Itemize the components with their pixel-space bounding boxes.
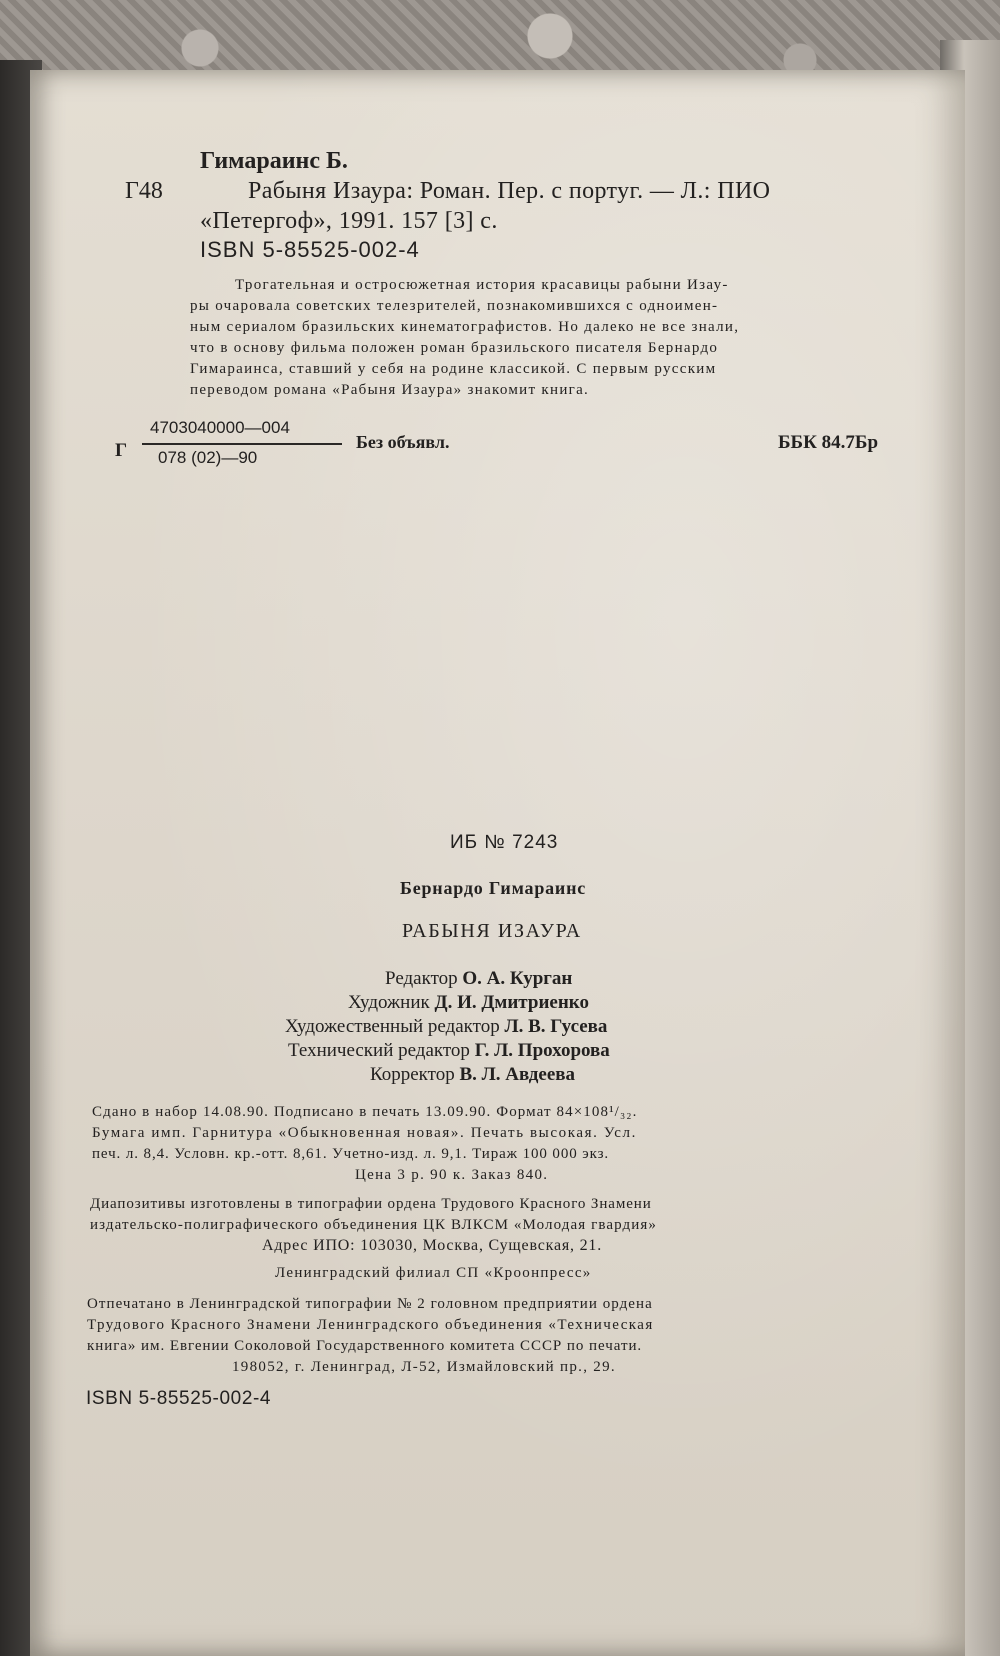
catalog-title-line: Рабыня Изаура: Роман. Пер. с португ. — Л.: ПИО	[248, 178, 771, 204]
production-line-3: печ. л. 8,4. Условн. кр.-отт. 8,61. Учетно-изд. л. 9,1. Тираж 100 000 экз.	[92, 1146, 610, 1162]
credit-artist	[348, 992, 589, 1014]
imprint-title: РАБЫНЯ ИЗАУРА	[402, 920, 582, 942]
printed-line-1: Отпечатано в Ленинградской типографии № 2 головном предприятии ордена	[87, 1296, 653, 1312]
credit-person: Л. В. Гусева	[504, 1016, 608, 1037]
bbk-code: ББК 84.7Бр	[778, 432, 879, 453]
catalog-code: Г48	[125, 178, 163, 204]
catalog-author: Гимараинс Б.	[200, 148, 348, 174]
credit-role: Художник	[348, 992, 430, 1013]
credit-role: Технический редактор	[288, 1040, 470, 1061]
annotation-line-6: переводом романа «Рабыня Изаура» знакомит книга.	[190, 382, 590, 398]
annotation-line-4: что в основу фильма положен роман бразильского писателя Бернардо	[190, 340, 719, 356]
annotation-line-3: ным сериалом бразильских кинематографистов. Но далеко не все знали,	[190, 319, 740, 335]
diapositives-line-1: Диапозитивы изготовлены в типографии ордена Трудового Красного Знамени	[90, 1196, 652, 1212]
book-page	[30, 70, 965, 1656]
credit-art-editor	[285, 1016, 607, 1038]
catalog-isbn: ISBN 5-85525-002-4	[200, 237, 420, 262]
fraction-denominator: 078 (02)—90	[158, 448, 258, 467]
printed-line-2: Трудового Красного Знамени Ленинградского объединения «Техническая	[87, 1317, 654, 1333]
diapositives-line-2: издательско-полиграфического объединения ЦК ВЛКСМ «Молодая гвардия»	[90, 1217, 657, 1233]
annotation-line-5: Гимараинса, ставший у себя на родине классикой. С первым русским	[190, 361, 717, 377]
fraction-bar	[142, 443, 342, 445]
annotation-line-1: Трогательная и остросюжетная история красавицы рабыни Изау-	[235, 277, 729, 293]
credit-person: Д. И. Дмитриенко	[434, 992, 589, 1013]
catalog-publisher-line: «Петергоф», 1991. 157 [3] с.	[200, 208, 498, 234]
credit-role: Художественный редактор	[285, 1016, 500, 1037]
printed-line-3: книга» им. Евгении Соколовой Государственного комитета СССР по печати.	[87, 1338, 643, 1354]
credit-role: Редактор	[385, 968, 458, 989]
fraction-numerator: 4703040000—004	[150, 418, 290, 437]
credit-person: О. А. Курган	[462, 968, 573, 989]
ib-number: ИБ № 7243	[450, 832, 559, 853]
printed-line-4: 198052, г. Ленинград, Л-52, Измайловский пр., 29.	[232, 1359, 616, 1375]
diapositives-line-3: Адрес ИПО: 103030, Москва, Сущевская, 21.	[262, 1237, 603, 1254]
leningrad-branch: Ленинградский филиал СП «Кроонпресс»	[275, 1265, 592, 1281]
credit-tech-editor	[288, 1040, 610, 1062]
credit-person: Г. Л. Прохорова	[474, 1040, 610, 1061]
imprint-author: Бернардо Гимараинс	[400, 878, 587, 898]
catalog-g-letter: Г	[115, 440, 128, 461]
production-line-2: Бумага имп. Гарнитура «Обыкновенная новая». Печать высокая. Усл.	[92, 1125, 637, 1141]
no-announcement: Без объявл.	[356, 432, 450, 452]
imprint-isbn: ISBN 5-85525-002-4	[86, 1388, 272, 1409]
credit-editor	[385, 968, 572, 990]
annotation-line-2: ры очаровала советских телезрителей, познакомившихся с одноимен-	[190, 298, 719, 314]
credit-role: Корректор	[370, 1064, 455, 1085]
credit-proofreader	[370, 1064, 575, 1086]
production-line-4: Цена 3 р. 90 к. Заказ 840.	[355, 1167, 549, 1183]
production-line-1: Сдано в набор 14.08.90. Подписано в печать 13.09.90. Формат 84×108¹/₃₂.	[92, 1104, 638, 1120]
credit-person: В. Л. Авдеева	[459, 1064, 576, 1085]
